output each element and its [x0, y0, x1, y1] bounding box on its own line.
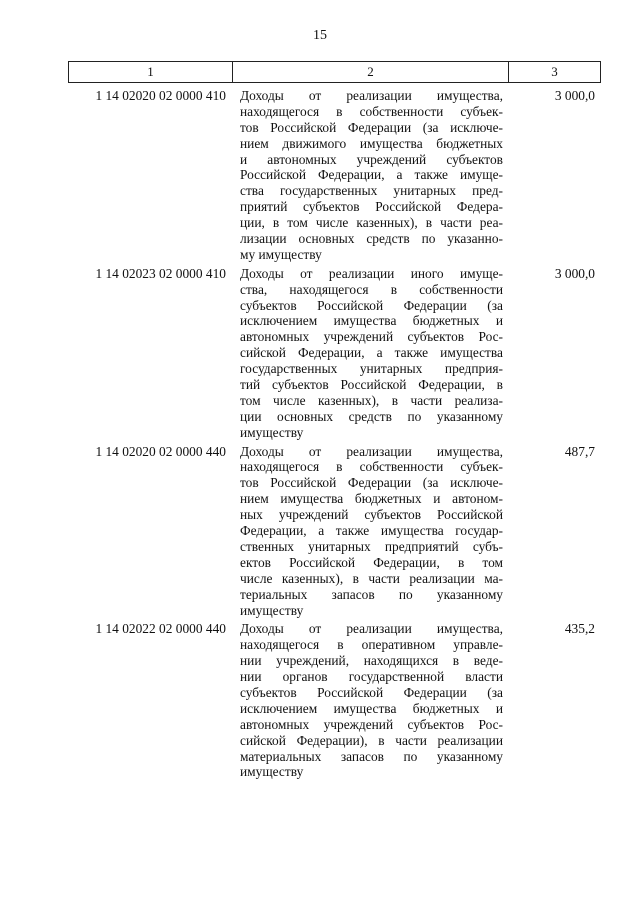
amount-value: 435,2 [564, 621, 595, 637]
description-line: автономных учреждений субъектов Рос- [240, 716, 503, 732]
description-line: ектов Российской Федерации, в том [240, 554, 503, 570]
amount-value: 487,7 [564, 443, 595, 459]
description-line: ции, в том числе казенных), в части реа- [240, 215, 503, 231]
description-line: сийской Федерации), в части реализации [240, 732, 503, 748]
revenue-code: 1 14 02020 02 0000 410 [95, 88, 226, 103]
description-line: исключением имущества бюджетных и [240, 313, 503, 329]
description-line: нии органов государственной власти [240, 669, 503, 685]
description-line: лизации основных средств по указанно- [240, 231, 503, 247]
header-col-3: 3 [551, 64, 558, 79]
revenue-code: 1 14 02022 02 0000 440 [95, 621, 226, 637]
description-line: имуществу [240, 602, 304, 618]
description-line: Федерации, а также имущества государ- [240, 523, 503, 539]
description-line: приятий субъектов Российской Федера- [240, 199, 503, 215]
description-line: субъектов Российской Федерации (за [240, 684, 503, 700]
description-line: субъектов Российской Федерации (за [240, 297, 503, 313]
description-line: находящегося в оперативном управле- [240, 637, 503, 653]
description-line: и автономных учреждений субъектов [240, 151, 503, 167]
description-line: тов Российской Федерации (за исключе- [240, 475, 503, 491]
description-line: тов Российской Федерации (за исключе- [240, 119, 503, 135]
description-line: сийской Федерации, а также имущества [240, 345, 503, 361]
revenue-code: 1 14 02023 02 0000 410 [95, 265, 226, 281]
revenue-description [240, 621, 503, 780]
description-line: материальных запасов по указанному [240, 748, 503, 764]
revenue-code: 1 14 02020 02 0000 440 [95, 443, 226, 459]
amount-value: 3 000,0 [554, 265, 595, 281]
table-row [68, 88, 601, 263]
description-line: нием движимого имущества бюджетных [240, 135, 503, 151]
description-line: Доходы от реализации имущества, [240, 88, 503, 103]
description-line: государственных унитарных предприя- [240, 361, 503, 377]
description-line: имуществу [240, 424, 304, 440]
revenue-description [240, 444, 503, 619]
description-line: тий субъектов Российской Федерации, в [240, 377, 503, 393]
description-line: исключением имущества бюджетных и [240, 700, 503, 716]
revenue-description [240, 88, 503, 263]
description-line: Доходы от реализации имущества, [240, 621, 503, 637]
table-row [68, 444, 601, 619]
description-line: ции основных средств по указанному [240, 408, 503, 424]
description-line: ства, находящегося в собственности [240, 281, 503, 297]
amount-value: 3 000,0 [554, 88, 595, 103]
table-row [68, 621, 601, 780]
description-line: автономных учреждений субъектов Рос- [240, 329, 503, 345]
description-line: находящегося в собственности субъек- [240, 103, 503, 119]
description-line: Доходы от реализации имущества, [240, 443, 503, 459]
description-line: ственных унитарных предприятий субъ- [240, 538, 503, 554]
description-line: находящегося в собственности субъек- [240, 459, 503, 475]
description-line: Российской Федерации, а также имуще- [240, 167, 503, 183]
description-line: имуществу [240, 764, 304, 780]
table-row [68, 266, 601, 441]
description-line: том числе казенных), в части реализа- [240, 392, 503, 408]
description-line: Доходы от реализации иного имуще- [240, 265, 503, 281]
description-line: му имуществу [240, 246, 322, 262]
description-line: числе казенных), в части реализации ма- [240, 570, 503, 586]
header-col-2: 2 [233, 62, 509, 82]
table-header [68, 61, 601, 83]
description-line: нии учреждений, находящихся в веде- [240, 653, 503, 669]
revenue-description [240, 266, 503, 441]
table-body [68, 88, 601, 783]
description-line: ства государственных унитарных пред- [240, 183, 503, 199]
header-col-1: 1 [69, 62, 233, 82]
description-line: териальных запасов по указанному [240, 586, 503, 602]
page-number: 15 [313, 28, 327, 43]
description-line: ных учреждений субъектов Российской [240, 507, 503, 523]
description-line: нием имущества бюджетных и автоном- [240, 491, 503, 507]
